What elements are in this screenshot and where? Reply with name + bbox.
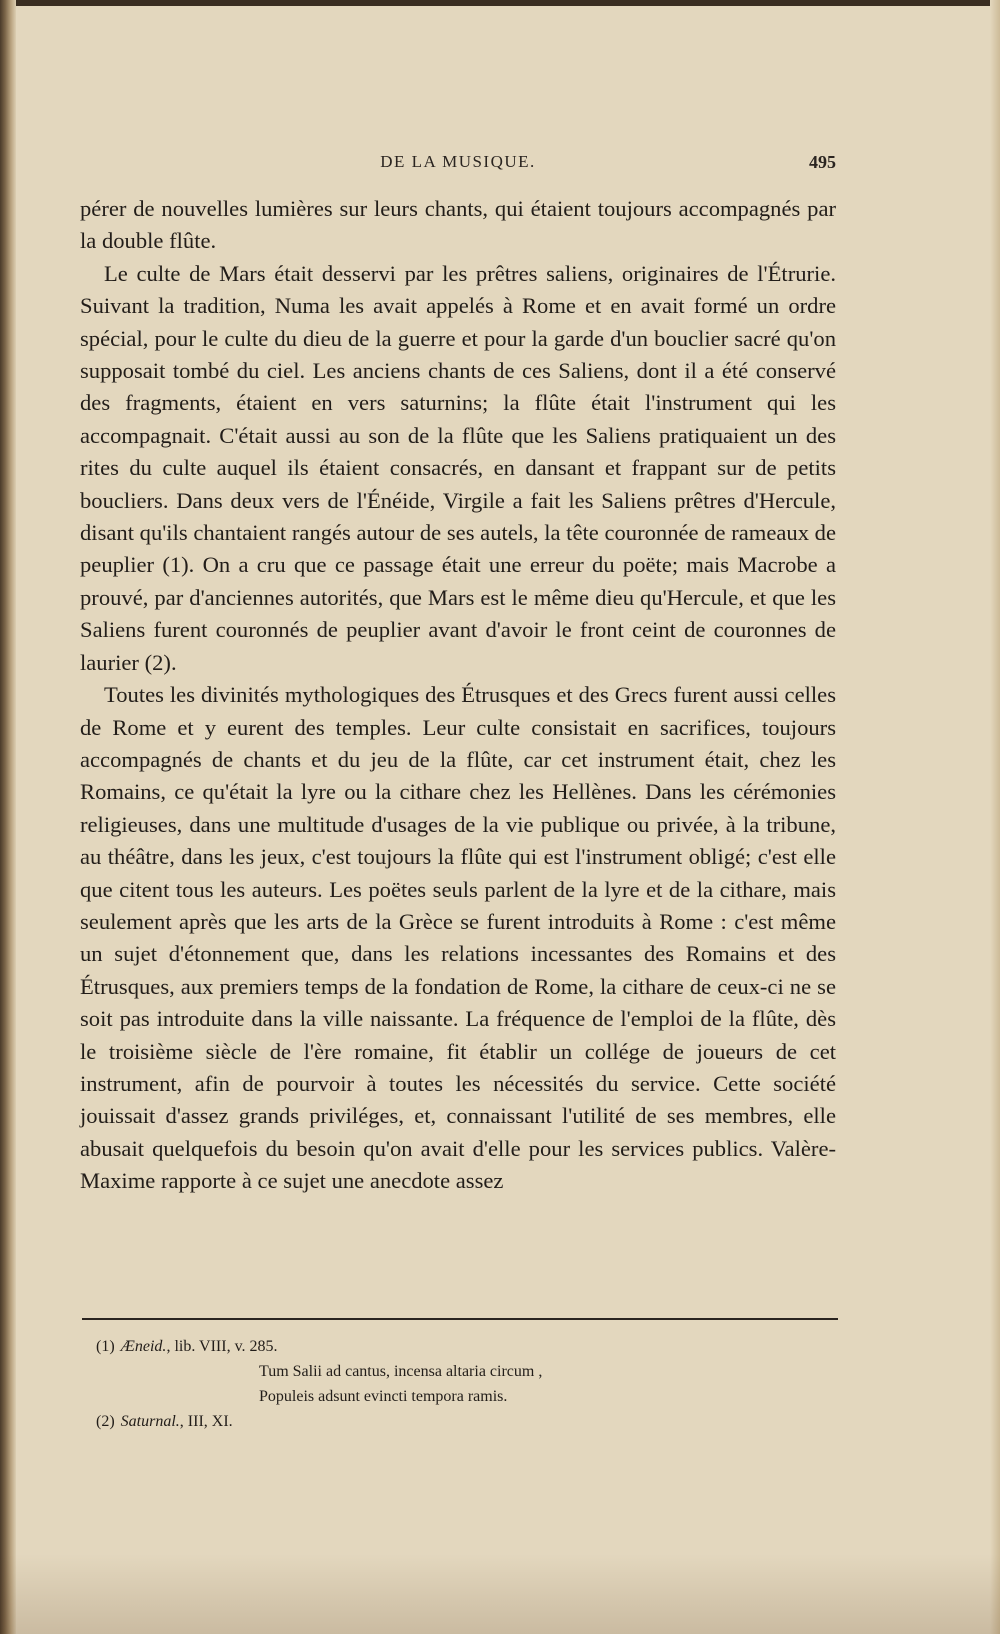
footnote-1-citation: , lib. VIII, v. 285. — [166, 1338, 278, 1355]
paragraph-continuation: pérer de nouvelles lumières sur leurs chants, qui étaient toujours accompagnés par la double flûte. — [80, 196, 836, 254]
page-number: 495 — [809, 152, 836, 172]
page-header — [80, 152, 836, 178]
footnote-1-verse-2: Populeis adsunt evincti tempora ramis. — [259, 1388, 508, 1405]
footnote-2 — [96, 1409, 816, 1434]
paragraph-roman-divinities: Toutes les divinités mythologiques des Étrusques et des Grecs furent aussi celles de Rome et y eurent des temples. Leur culte consistait en sacrifices, toujours accompagnés de chants et du jeu de la flûte, car cet instrument était, chez les Romains, ce qu'était la lyre ou la cithare chez les Hellènes. Dans les cérémonies religieuses, dans une multitude d'usages de la vie publique ou privée, à la tribune, au théâtre, dans les jeux, c'est toujours la flûte qui est l'instrument obligé; c'est elle que citent tous les auteurs. Les poëtes seuls parlent de la lyre et de la cithare, mais seulement après que les arts de la Grèce se furent introduits à Rome : c'est même un sujet d'étonnement que, dans les relations incessantes des Romains et des Étrusques, aux premiers temps de la fondation de Rome, la cithare de ceux-ci ne se soit pas introduite dans la ville naissante. La fréquence de l'emploi de la flûte, dès le troisième siècle de l'ère romaine, fit établir un collége de joueurs de cet instrument, afin de pourvoir à toutes les nécessités du service. Cette société jouissait d'assez grands priviléges, et, connaissant l'utilité de ses membres, elle abusait quelquefois du besoin qu'on avait d'elle pour les services publics. Valère-Maxime rapporte à ce sujet une anecdote assez — [80, 682, 836, 1194]
running-title: DE LA MUSIQUE. — [380, 152, 536, 171]
main-text — [80, 193, 836, 1198]
footnote-2-reference: Saturnal. — [120, 1413, 180, 1430]
footnote-1 — [96, 1334, 816, 1359]
footnote-1-reference: Æneid. — [120, 1338, 167, 1355]
footnote-1-marker: (1) — [96, 1338, 115, 1355]
page-bottom-shade — [0, 1554, 1000, 1634]
footnote-2-marker: (2) — [96, 1413, 115, 1430]
page-binding-edge — [0, 0, 16, 1634]
paragraph-mars-cult: Le culte de Mars était desservi par les prêtres saliens, originaires de l'Étrurie. Suivant la tradition, Numa les avait appelés à Rome et en avait formé un ordre spécial, pour le culte du dieu de la guerre et pour la garde d'un bouclier sacré qu'on supposait tombé du ciel. Les anciens chants de ces Saliens, dont il a été conservé des fragments, étaient en vers saturnins; la flûte était l'instrument qui les accompagnait. C'était aussi au son de la flûte que les Saliens pratiquaient un des rites du culte auquel ils étaient consacrés, en dansant et frappant sur de petits boucliers. Dans deux vers de l'Énéide, Virgile a fait les Saliens prêtres d'Hercule, disant qu'ils chantaient rangés autour de ses autels, la tête couronnée de rameaux de peuplier (1). On a cru que ce passage était une erreur du poëte; mais Macrobe a prouvé, par d'anciennes autorités, que Mars est le même dieu qu'Hercule, et que les Saliens furent couronnés de peuplier avant d'avoir le front ceint de couronnes de laurier (2). — [80, 260, 836, 675]
page-top-shadow — [0, 0, 1000, 6]
footnote-2-citation: , III, XI. — [179, 1413, 233, 1430]
footnote-1-verse-1: Tum Salii ad cantus, incensa altaria circum , — [259, 1363, 543, 1380]
page-right-edge — [990, 0, 1000, 1634]
footnote-separator — [82, 1318, 838, 1320]
footnotes — [96, 1334, 816, 1434]
